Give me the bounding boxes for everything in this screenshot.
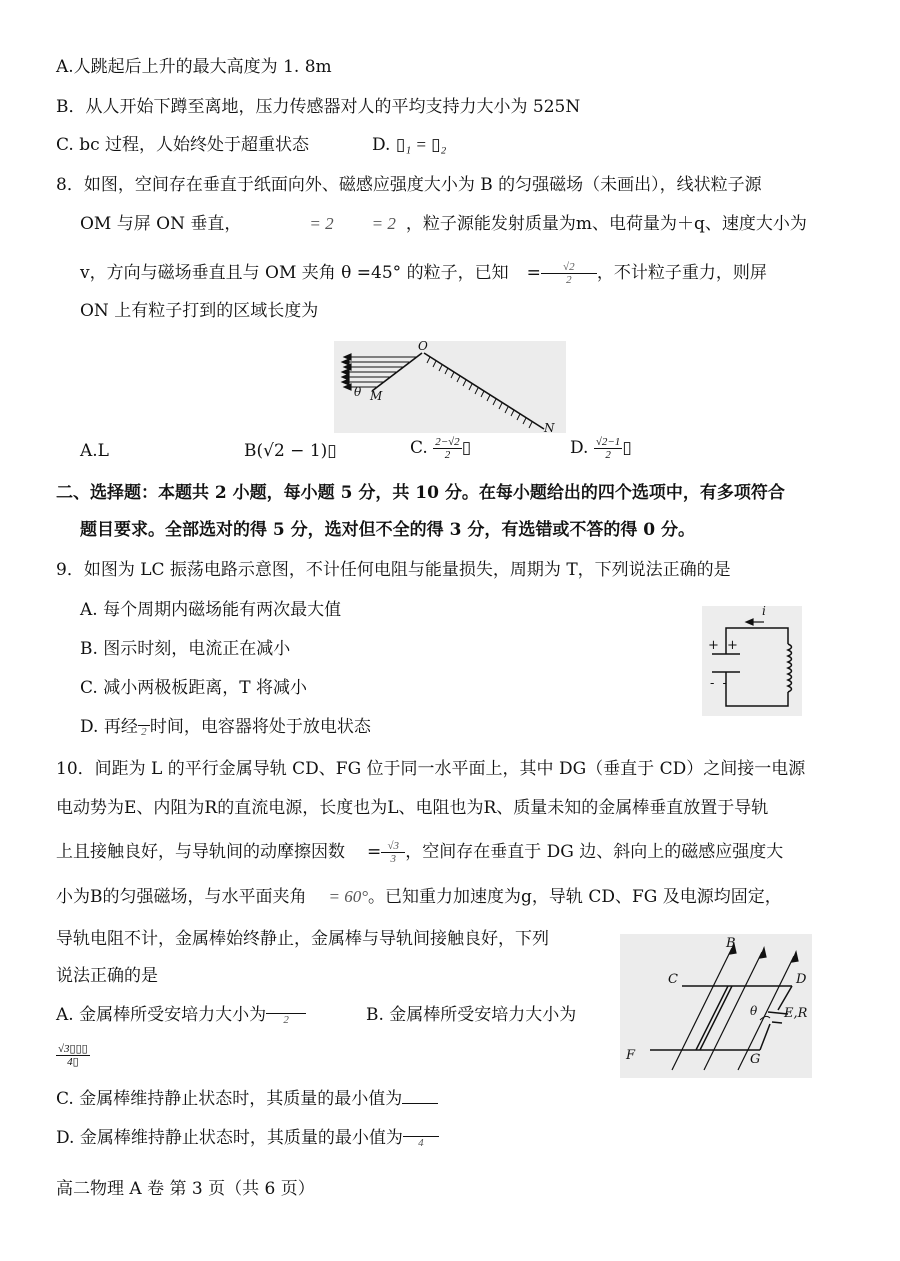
q10-label-g: G xyxy=(750,1052,761,1067)
q9-label-plus: + + xyxy=(708,638,740,653)
q8-option-b: B(√2 − 1)▯ xyxy=(244,441,337,461)
q9-stem: 9．如图为 LC 振荡电路示意图，不计任何电阻与能量损失，周期为 T，下列说法正确的是 xyxy=(56,560,731,580)
q9-label-current-i: i xyxy=(762,604,766,618)
q8-stem-line2: OM 与屏 ON 垂直， = 2 = 2 ，粒子源能发射质量为m、电荷量为＋q、速度大小为 xyxy=(80,214,807,234)
q7-option-a: A.人跳起后上升的最大高度为 1. 8m xyxy=(56,57,332,77)
q10-label-c: C xyxy=(668,972,678,987)
q9-lc-circuit-figure xyxy=(702,606,802,716)
q10-option-c: C. 金属棒维持静止状态时，其质量的最小值为 xyxy=(56,1088,438,1110)
q9-option-b: B. 图示时刻，电流正在减小 xyxy=(80,639,291,659)
q10-label-b: B xyxy=(726,936,736,951)
q9-option-a: A. 每个周期内磁场能有两次最大值 xyxy=(80,600,342,620)
q8-label-theta: θ xyxy=(354,385,362,399)
q10-label-d: D xyxy=(796,972,807,987)
q8-stem-line4: ON 上有粒子打到的区域长度为 xyxy=(80,301,319,321)
q10-option-b: B. 金属棒所受安培力大小为 xyxy=(366,1005,577,1025)
q10-stem-line5: 导轨电阻不计，金属棒始终静止，金属棒与导轨间接触良好，下列 xyxy=(56,929,549,949)
q10-stem-line1: 10．间距为 L 的平行金属导轨 CD、FG 位于同一水平面上，其中 DG（垂直于 CD）之间接一电源 xyxy=(56,759,806,779)
q8-fraction: $\frac{√2}{2}$ xyxy=(541,261,597,286)
q8-option-d: D. $\frac{√2-1}{2}$ ▯ xyxy=(570,436,632,461)
q10-rails-figure xyxy=(620,934,812,1078)
q9-option-d: D. 再经 2 时间，电容器将处于放电状态 xyxy=(80,717,371,738)
q8-figure-drawing xyxy=(334,341,566,433)
page-footer: 高二物理 A 卷 第 3 页（共 6 页） xyxy=(56,1179,315,1199)
q10-stem-line4: 小为B的匀强磁场，与水平面夹角 = 60°。已知重力加速度为g，导轨 CD、FG 及电源均固定， xyxy=(56,887,782,907)
q8-figure xyxy=(334,341,566,433)
q7-option-d: D. ▯₁ = ▯₂ xyxy=(372,135,447,155)
q8-label-n: N xyxy=(544,421,555,435)
q7-option-b: B．从人开始下蹲至离地，压力传感器对人的平均支持力大小为 525N xyxy=(56,97,581,117)
q10-option-b-value: $\frac{√3▯▯▯}{4▯}$ xyxy=(58,1043,88,1068)
q8-stem-line1: 8．如图，空间存在垂直于纸面向外、磁感应强度大小为 B 的匀强磁场（未画出），线状粒子源 xyxy=(56,175,762,195)
q10-stem-line3: 上且接触良好，与导轨间的动摩擦因数 = $\frac{√3}{3}$ ，空间存在垂直于 DG 边、斜向上的磁感应强度大 xyxy=(56,840,784,865)
q10-stem-line2: 电动势为E、内阻为R的直流电源，长度也为L、电阻也为R、质量未知的金属棒垂直放置于导轨 xyxy=(56,798,769,818)
q8-option-c: C. $\frac{2-√2}{2}$ ▯ xyxy=(410,436,472,461)
q8-label-m: M xyxy=(370,389,383,403)
q7-option-c: C. bc 过程，人始终处于超重状态 xyxy=(56,135,310,155)
q9-label-minus: - - xyxy=(710,676,729,691)
q9-lc-circuit-drawing xyxy=(702,606,802,716)
q8-stem-line3: v，方向与磁场垂直且与 OM 夹角 θ =45° 的粒子，已知 = $\frac{√2}{2}$ ，不计粒子重力，则屏 xyxy=(80,261,767,286)
q8-option-a: A.L xyxy=(80,441,109,461)
section2-heading-line2: 题目要求。全部选对的得 5 分，选对但不全的得 3 分，有选错或不答的得 0 分。 xyxy=(80,520,695,540)
q10-option-d: D. 金属棒维持静止状态时，其质量的最小值为 4 xyxy=(56,1127,439,1149)
q10-label-f: F xyxy=(626,1048,636,1063)
q10-label-er: E,R xyxy=(784,1006,808,1021)
q10-stem-line6: 说法正确的是 xyxy=(56,966,158,986)
q10-label-theta: θ xyxy=(750,1004,758,1018)
section2-heading-line1: 二、选择题：本题共 2 小题，每小题 5 分，共 10 分。在每小题给出的四个选项中，有多项符合 xyxy=(56,483,785,503)
q8-label-o: O xyxy=(418,339,428,353)
q9-option-c: C. 减小两极板距离，T 将减小 xyxy=(80,678,307,698)
q10-option-a: A. 金属棒所受安培力大小为 2 xyxy=(56,1004,306,1026)
